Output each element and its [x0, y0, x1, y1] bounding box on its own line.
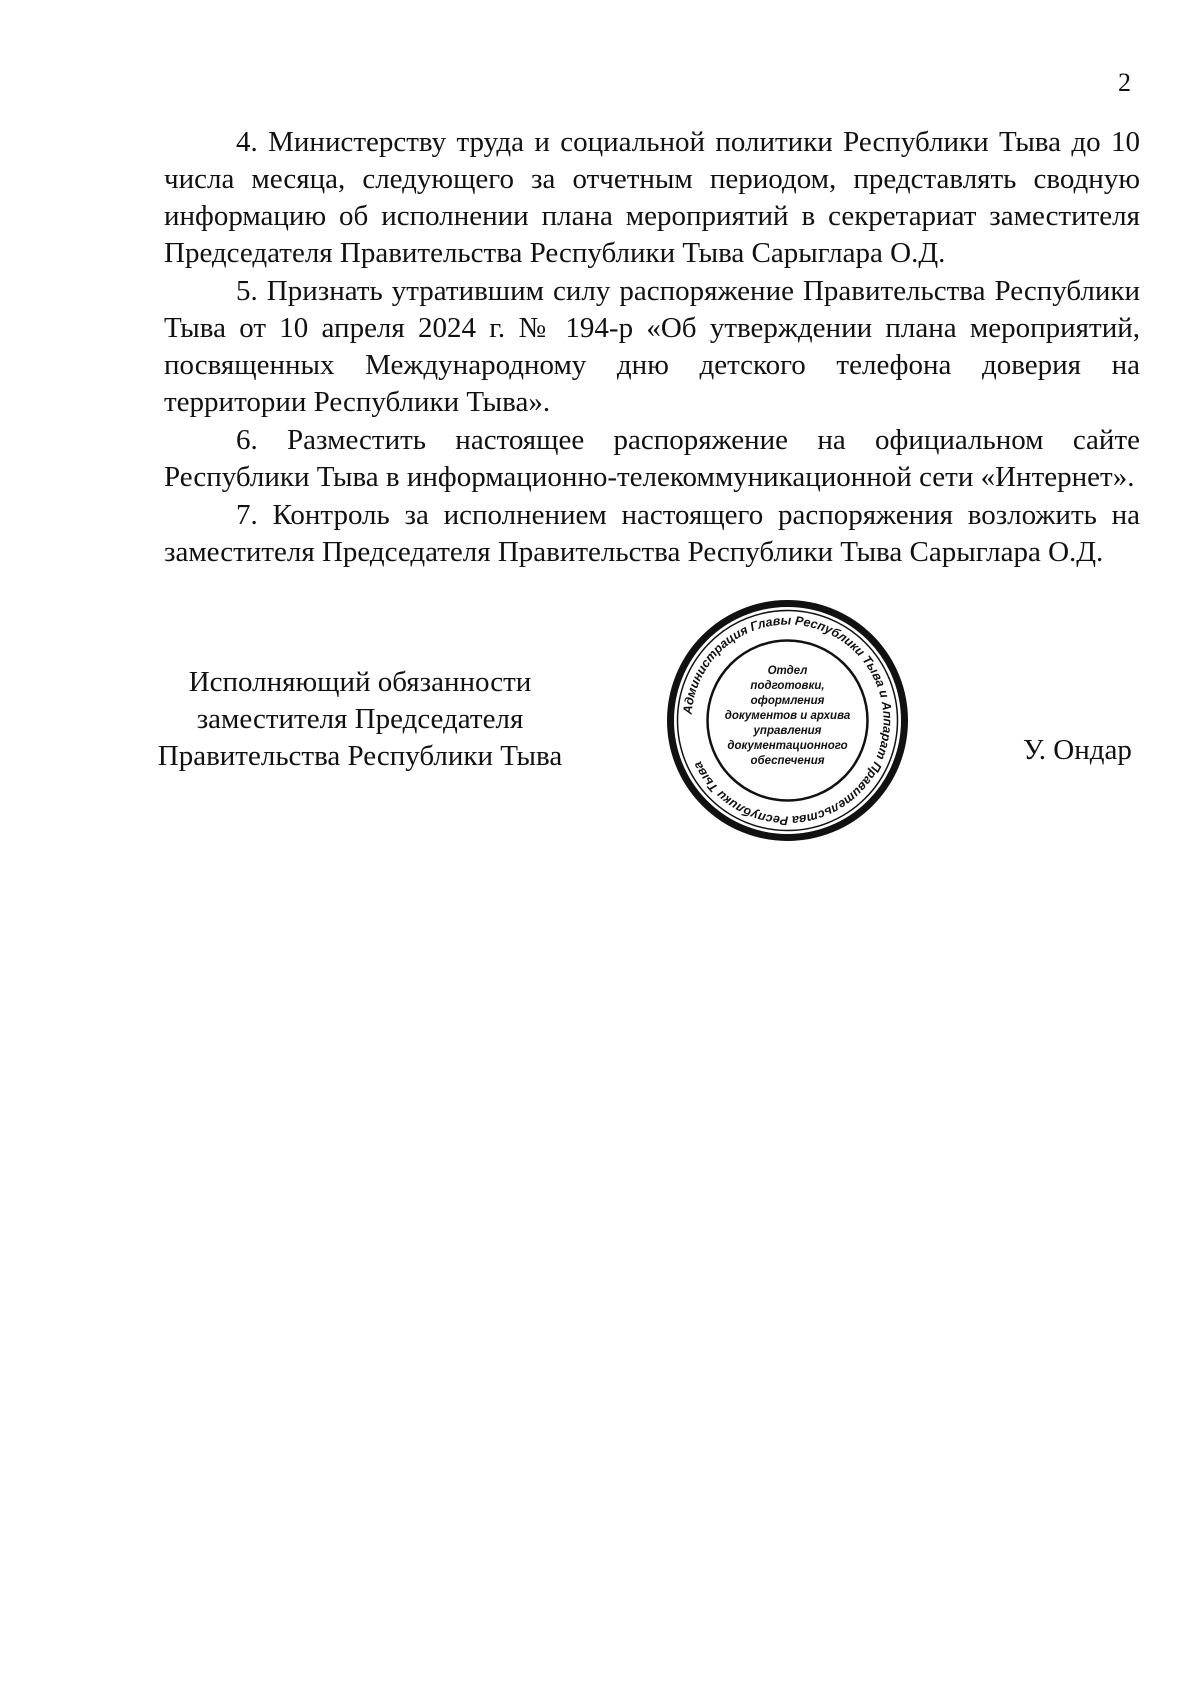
official-stamp — [665, 598, 910, 843]
paragraph-6: 6. Разместить настоящее распоряжение на официальном сайте Республики Тыва в информационно-телекоммуникационной сети «Интернет». — [164, 424, 1140, 493]
signatory-position-line: заместителя Председателя — [196, 703, 524, 735]
document-body — [164, 124, 1140, 572]
signatory-name: У. Ондар — [1023, 734, 1132, 766]
signatory-position-line: Исполняющий обязанности — [188, 666, 532, 698]
signatory-position — [150, 664, 570, 775]
stamp-center-line: оформления — [750, 695, 825, 707]
official-stamp-graphic — [665, 598, 910, 843]
stamp-center-line: Отдел — [767, 665, 808, 677]
stamp-ring-textpath: Администрация Главы Республики Тыва и Аппарат Правительства Республики Тыва — [680, 613, 895, 828]
signatory-position-line: Правительства Республики Тыва — [157, 740, 563, 772]
stamp-center-line: обеспечения — [750, 755, 825, 767]
paragraph-5: 5. Признать утратившим силу распоряжение Правительства Республики Тыва от 10 апреля 2024 г. № 194-р «Об утверждении плана мероприятий, посвященных Международному дню детского телефона доверия на территории Республики Тыва». — [164, 275, 1140, 418]
stamp-center-line: подготовки, — [750, 680, 825, 692]
stamp-center-line: управления — [753, 725, 822, 737]
stamp-center-line: документационного — [727, 740, 848, 752]
page-number: 2 — [1118, 68, 1131, 97]
paragraph-4: 4. Министерству труда и социальной политики Республики Тыва до 10 числа месяца, следующего за отчетным периодом, представлять сводную информацию об исполнении плана мероприятий в секретариат заместителя Председателя Правительства Республики Тыва Сарыглара О.Д. — [164, 126, 1140, 269]
paragraph-7: 7. Контроль за исполнением настоящего распоряжения возложить на заместителя Председателя Правительства Республики Тыва Сарыглара О.Д. — [164, 499, 1140, 568]
stamp-center-line: документов и архива — [724, 710, 851, 722]
